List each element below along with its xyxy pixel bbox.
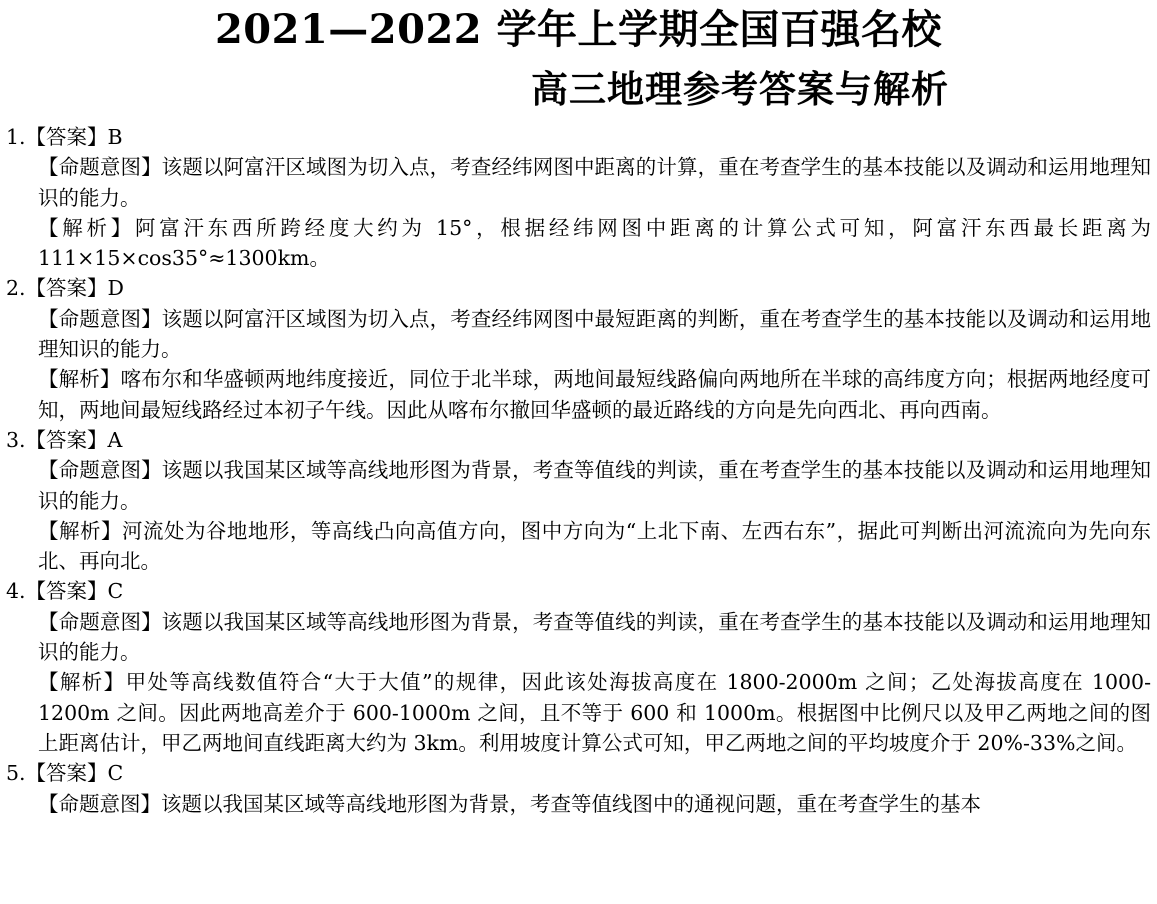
intent-paragraph: 【命题意图】该题以我国某区域等高线地形图为背景，考查等值线图中的通视问题，重在考查学生的基本: [38, 791, 981, 816]
question-5: [6, 758, 1151, 819]
answer-line: 5.【答案】C: [6, 761, 124, 786]
document-title: 2021—2022 学年上学期全国百强名校: [214, 6, 943, 53]
intent-paragraph: 【命题意图】该题以我国某区域等高线地形图为背景，考查等值线的判读，重在考查学生的基本技能以及调动和运用地理知识的能力。: [38, 609, 1151, 665]
answer-line: 2.【答案】D: [6, 276, 124, 301]
question-2: [6, 273, 1151, 424]
intent-paragraph: 【命题意图】该题以我国某区域等高线地形图为背景，考查等值线的判读，重在考查学生的基本技能以及调动和运用地理知识的能力。: [38, 458, 1151, 513]
answer-line: 1.【答案】B: [6, 125, 123, 149]
question-3: [6, 425, 1151, 576]
document-subtitle: 高三地理参考答案与解析: [531, 67, 949, 111]
analysis-paragraph: 【解析】甲处等高线数值符合“大于大值”的规律，因此该处海拔高度在 1800-2000m 之间；乙处海拔高度在 1000-1200m 之间。因此两地高差介于 600-1000m 之间，且不等于 600 和 1000m。根据图中比例尺以及甲乙两地之间的图上距离估计，甲乙两地间直线距离大约为 3km。利用坡度计算公式可知，甲乙两地之间的平均坡度介于 20%-33%之间。: [38, 670, 1151, 755]
answer-line: 4.【答案】C: [6, 579, 124, 604]
answer-line: 3.【答案】A: [6, 427, 123, 452]
analysis-paragraph: 【解析】河流处为谷地地形，等高线凸向高值方向，图中方向为“上北下南、左西右东”，据此可判断出河流流向为先向东北、再向北。: [38, 518, 1151, 574]
intent-paragraph: 【命题意图】该题以阿富汗区域图为切入点，考查经纬网图中距离的计算，重在考查学生的基本技能以及调动和运用地理知识的能力。: [38, 155, 1151, 210]
analysis-paragraph: 【解析】喀布尔和华盛顿两地纬度接近，同位于北半球，两地间最短线路偏向两地所在半球的高纬度方向；根据两地经度可知，两地间最短线路经过本初子午线。因此从喀布尔撤回华盛顿的最近路线的方向是先向西北、再向西南。: [38, 367, 1151, 422]
intent-paragraph: 【命题意图】该题以阿富汗区域图为切入点，考查经纬网图中最短距离的判断，重在考查学生的基本技能以及调动和运用地理知识的能力。: [38, 306, 1151, 362]
question-4: [6, 576, 1151, 758]
question-1: [6, 122, 1151, 273]
answer-key-body: [6, 122, 1151, 819]
analysis-paragraph: 【解析】阿富汗东西所跨经度大约为 15°，根据经纬网图中距离的计算公式可知，阿富汗东西最长距离为 111×15×cos35°≈1300km。: [38, 215, 1151, 271]
